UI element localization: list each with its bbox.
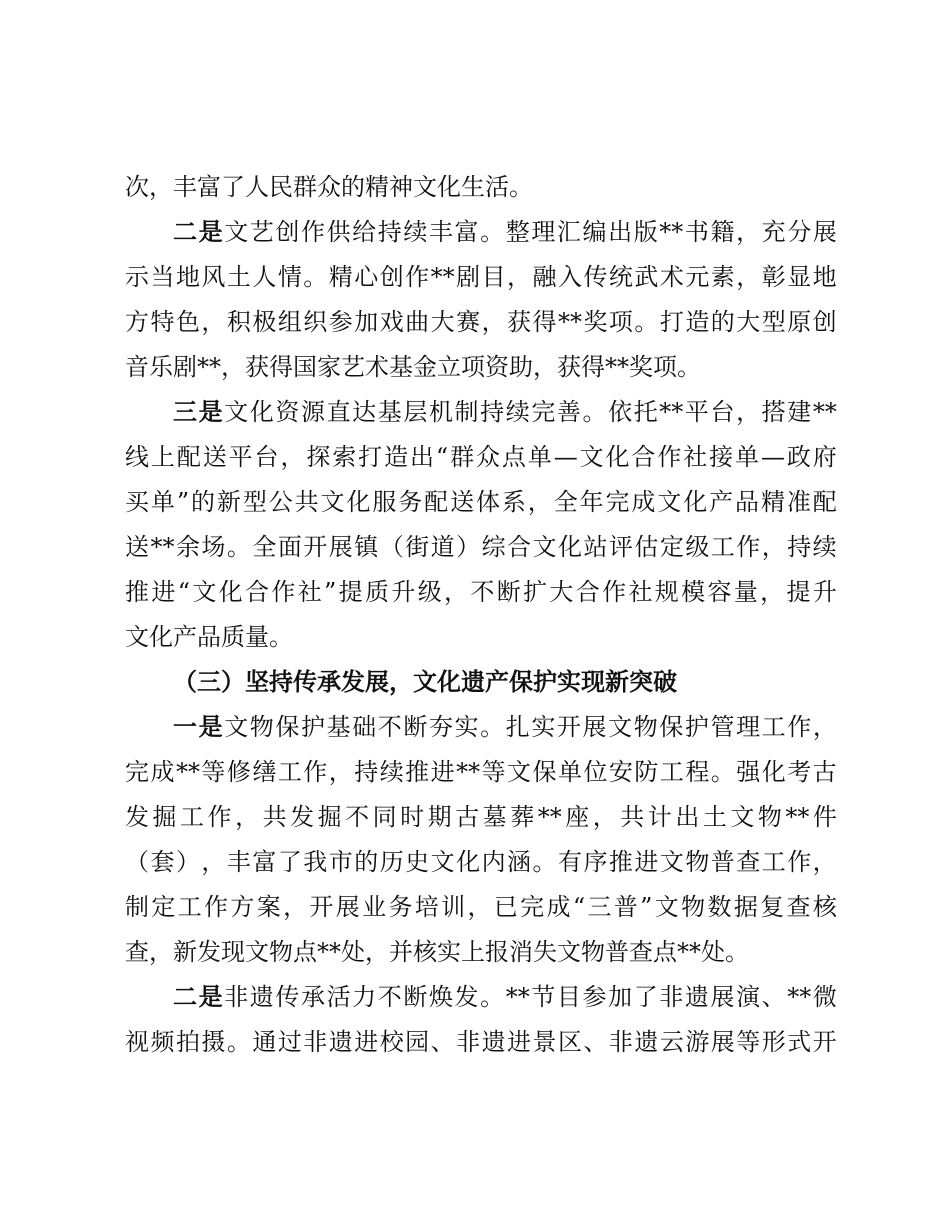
section-heading xyxy=(125,660,837,705)
text-line: 示 当 地 风 土 人 情 。 精 心 创 作 ** 剧 目 ， 融 入 传 统 武 术 元 素 ， 彰 显 地 xyxy=(125,263,837,291)
text-line: 完 成 ** 等 修 缮 工 作 ， 持 续 推 进 ** 等 文 保 单 位 安 防 工 程 。 强 化 考 古 xyxy=(125,758,837,786)
line-text: 文化产品质量。 xyxy=(125,623,293,651)
text-line xyxy=(125,930,837,975)
text-line: 推 进 “ 文 化 合 作 社 ” 提 质 升 级 ， 不 断 扩 大 合 作 社 规 模 容 量 ， 提 升 xyxy=(125,578,837,606)
text-line: 买 单 ” 的 新 型 公 共 文 化 服 务 配 送 体 系 ， 全 年 完 成 文 化 产 品 精 准 配 xyxy=(125,488,837,516)
text-line: 方 特 色 ， 积 极 组 织 参 加 戏 曲 大 赛 ， 获 得 ** 奖 项 。 打 造 的 大 型 原 创 xyxy=(125,308,837,336)
line-text: 查，新发现文物点**处，并核实上报消失文物普查点**处。 xyxy=(125,938,749,966)
text-line: 二 是 文 艺 创 作 供 给 持 续 丰 富 。 整 理 汇 编 出 版 ** 书 籍 ， 充 分 展 xyxy=(173,218,837,246)
text-line: 三 是 文 化 资 源 直 达 基 层 机 制 持 续 完 善 。 依 托 ** 平 台 ， 搭 建 ** xyxy=(173,398,837,426)
text-line: （ 套 ） ， 丰 富 了 我 市 的 历 史 文 化 内 涵 。 有 序 推 进 文 物 普 查 工 作 ， xyxy=(125,848,837,876)
text-line xyxy=(125,615,837,660)
text-line: 二 是 非 遗 传 承 活 力 不 断 焕 发 。 ** 节 目 参 加 了 非 遗 展 演 、 ** 微 xyxy=(173,983,837,1011)
document-body xyxy=(125,165,837,1065)
text-line xyxy=(125,345,837,390)
text-line xyxy=(125,165,837,210)
text-line: 线 上 配 送 平 台 ， 探 索 打 造 出 “ 群 众 点 单 — 文 化 合 作 社 接 单 — 政 府 xyxy=(125,443,837,471)
text-line: 制 定 工 作 方 案 ， 开 展 业 务 培 训 ， 已 完 成 “ 三 普 ” 文 物 数 据 复 查 核 xyxy=(125,893,837,921)
text-line: 一 是 文 物 保 护 基 础 不 断 夯 实 。 扎 实 开 展 文 物 保 护 管 理 工 作 ， xyxy=(173,713,837,741)
text-line: 送 ** 余 场 。 全 面 开 展 镇 （ 街 道 ） 综 合 文 化 站 评 估 定 级 工 作 ， 持 续 xyxy=(125,533,837,561)
line-text: 音乐剧**，获得国家艺术基金立项资助，获得**奖项。 xyxy=(125,353,701,381)
line-text: 次，丰富了人民群众的精神文化生活。 xyxy=(125,173,533,201)
heading-text: （三）坚持传承发展，文化遗产保护实现新突破 xyxy=(173,668,677,696)
text-line: 视 频 拍 摄 。 通 过 非 遗 进 校 园 、 非 遗 进 景 区 、 非 遗 云 游 展 等 形 式 开 xyxy=(125,1028,837,1056)
text-line: 发 掘 工 作 ， 共 发 掘 不 同 时 期 古 墓 葬 ** 座 ， 共 计 出 土 文 物 ** 件 xyxy=(125,803,837,831)
